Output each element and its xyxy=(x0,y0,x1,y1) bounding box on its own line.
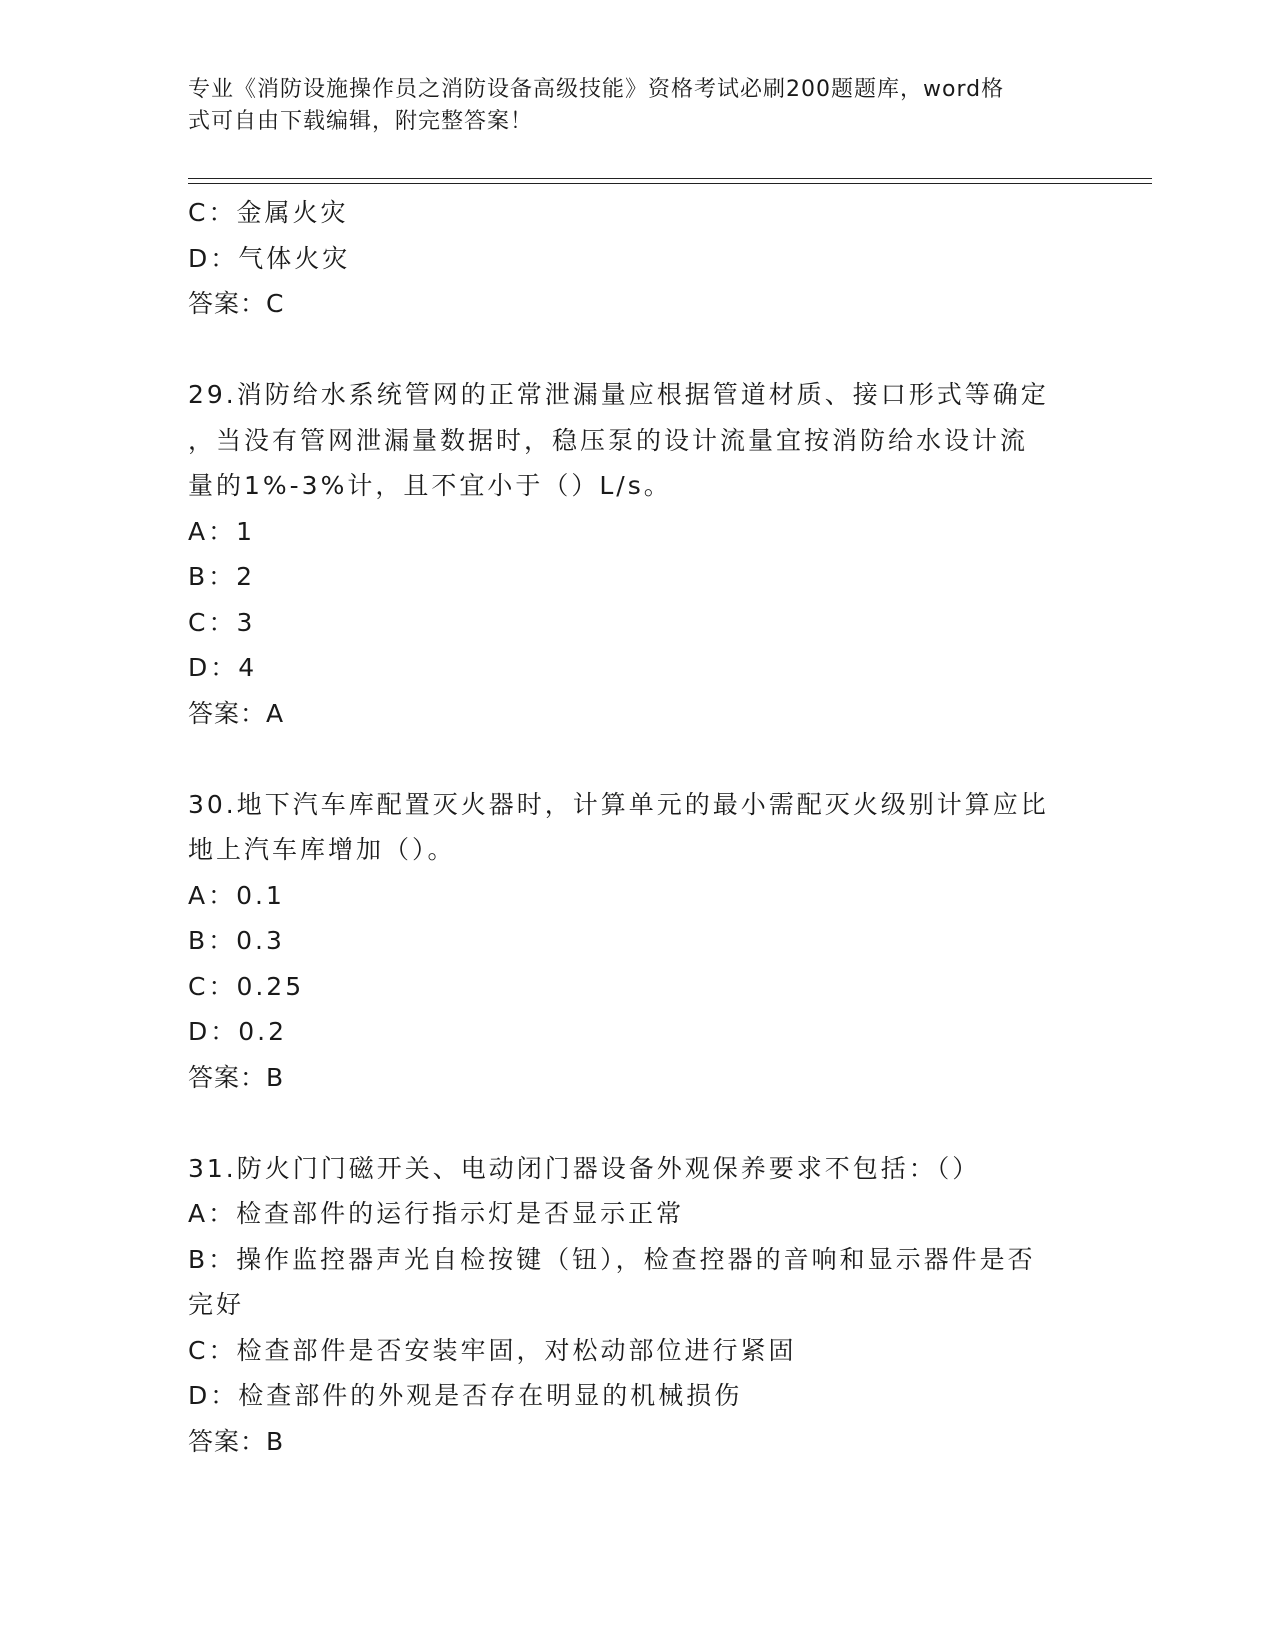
option-d: D：4 xyxy=(188,653,258,682)
option-a: A：0.1 xyxy=(188,880,285,910)
option-c: C：0.25 xyxy=(188,971,305,1001)
option-d: D：气体火灾 xyxy=(188,243,351,273)
question-text-line: 31.防火门门磁开关、电动闭门器设备外观保养要求不包括：（） xyxy=(188,1153,981,1183)
header-divider-bottom xyxy=(188,183,1152,184)
spacer xyxy=(188,327,1088,373)
question-block-29 xyxy=(188,372,1088,736)
spacer xyxy=(188,736,1088,782)
question-block-28 xyxy=(188,190,1088,327)
question-list xyxy=(188,190,1088,1464)
question-text-line: ，当没有管网泄漏量数据时，稳压泵的设计流量宜按消防给水设计流 xyxy=(188,425,1029,455)
question-block-31 xyxy=(188,1146,1088,1465)
header-divider-top xyxy=(188,178,1152,179)
header-line-1: 专业《消防设施操作员之消防设备高级技能》资格考试必刷200题题库，word格 xyxy=(188,77,1005,102)
answer: 答案：C xyxy=(188,289,285,318)
spacer xyxy=(188,1100,1088,1146)
option-a: A：1 xyxy=(188,516,256,546)
option-b: B：操作监控器声光自检按键（钮），检查控器的音响和显示器件是否 xyxy=(188,1244,1036,1274)
question-text-line: 地上汽车库增加（）。 xyxy=(188,835,456,864)
document-header xyxy=(188,74,1068,138)
option-c: C：检查部件是否安装牢固，对松动部位进行紧固 xyxy=(188,1335,797,1365)
option-a: A：检查部件的运行指示灯是否显示正常 xyxy=(188,1199,685,1228)
option-c: C：金属火灾 xyxy=(188,198,349,227)
question-block-30 xyxy=(188,782,1088,1101)
answer: 答案：B xyxy=(188,1062,285,1092)
option-c: C：3 xyxy=(188,607,256,637)
option-d: D：检查部件的外观是否存在明显的机械损伤 xyxy=(188,1381,743,1410)
option-b: B：0.3 xyxy=(188,926,285,955)
header-line-2: 式可自由下载编辑，附完整答案！ xyxy=(188,109,534,134)
question-text-line: 29.消防给水系统管网的正常泄漏量应根据管道材质、接口形式等确定 xyxy=(188,380,1049,409)
question-text-line: 30.地下汽车库配置灭火器时，计算单元的最小需配灭火级别计算应比 xyxy=(188,789,1049,819)
option-b: B：2 xyxy=(188,562,256,591)
question-text-line: 量的1%-3%计，且不宜小于（）L/s。 xyxy=(188,471,672,500)
option-b-continued: 完好 xyxy=(188,1290,245,1319)
option-d: D：0.2 xyxy=(188,1017,288,1046)
answer: 答案：B xyxy=(188,1426,285,1456)
answer: 答案：A xyxy=(188,698,285,728)
